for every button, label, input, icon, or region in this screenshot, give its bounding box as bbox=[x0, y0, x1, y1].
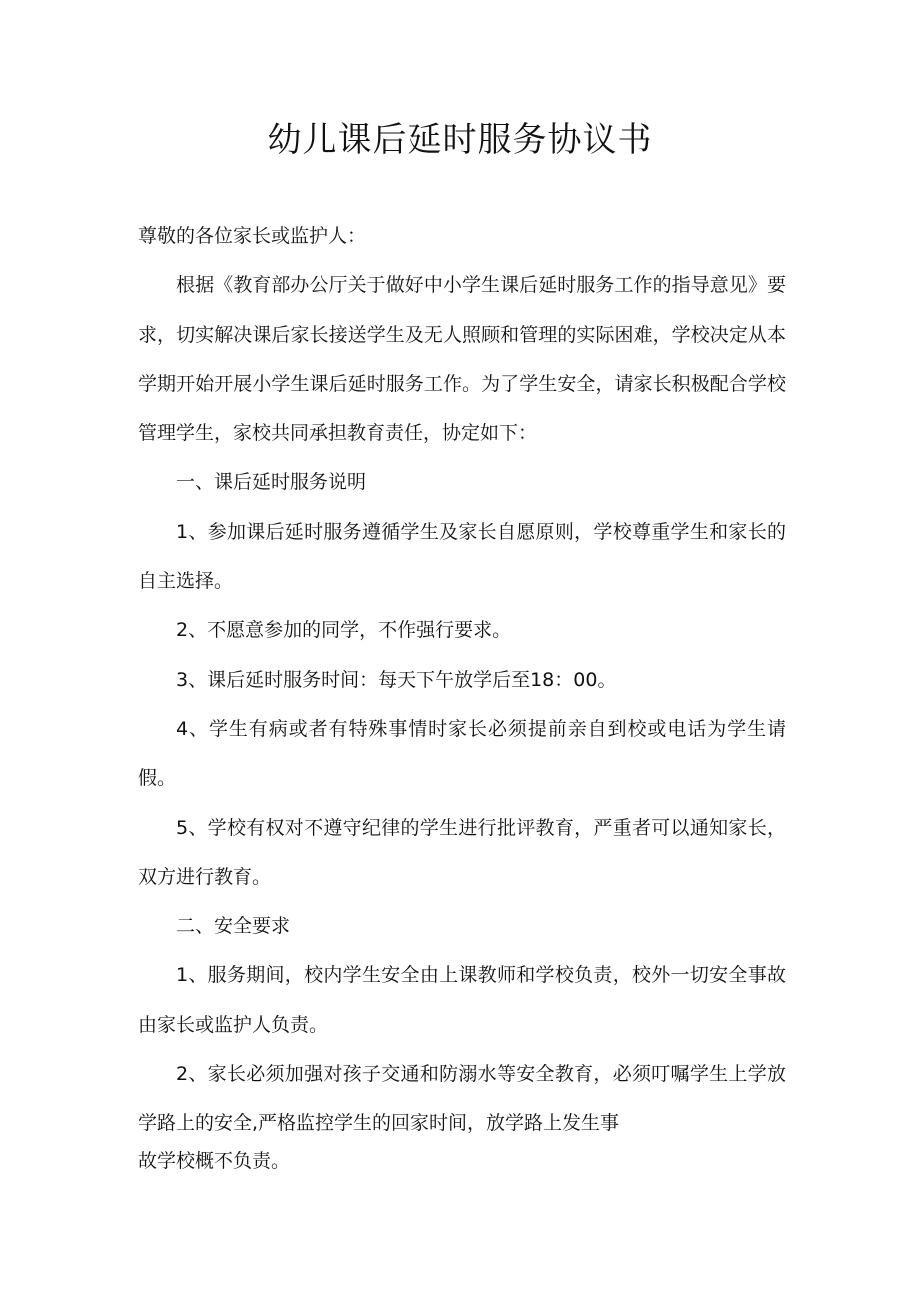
section-1-heading: 一、课后延时服务说明 bbox=[176, 471, 367, 494]
salutation: 尊敬的各位家长或监护人： bbox=[138, 225, 367, 247]
section-2-item-2-part-2: 故学校概不负责。 bbox=[138, 1149, 291, 1172]
section-2-item-2 bbox=[138, 1050, 786, 1149]
section-1-item-2: 2、不愿意参加的同学，不作强行要求。 bbox=[176, 619, 512, 642]
section-1-item-1: 1、参加课后延时服务遵循学生及家长自愿原则，学校尊重学生和家长的自主选择。 bbox=[138, 520, 786, 593]
section-2-item-2-part-1: 2、家长必须加强对孩子交通和防溺水等安全教育，必须叮嘱学生上学放学路上的安全,严格监控学生的回家时间，放学路上发生事 bbox=[138, 1063, 786, 1135]
section-2-item-1: 1、服务期间，校内学生安全由上课教师和学校负责，校外一切安全事故由家长或监护人负责。 bbox=[138, 964, 786, 1036]
section-2-heading: 二、安全要求 bbox=[176, 915, 291, 938]
section-1-item-3: 3、课后延时服务时间：每天下午放学后至18：00。 bbox=[176, 668, 617, 691]
intro-paragraph: 根据《教育部办公厅关于做好中小学生课后延时服务工作的指导意见》要求，切实解决课后家长接送学生及无人照顾和管理的实际困难，学校决定从本学期开始开展小学生课后延时服务工作。为了学生安全，请家长积极配合学校管理学生，家校共同承担教育责任，协定如下： bbox=[138, 274, 786, 445]
section-1-item-5: 5、学校有权对不遵守纪律的学生进行批评教育，严重者可以通知家长，双方进行教育。 bbox=[138, 816, 786, 888]
document-title: 幼儿课后延时服务协议书 bbox=[267, 120, 653, 160]
section-1-item-4: 4、学生有病或者有特殊事情时家长必须提前亲自到校或电话为学生请假。 bbox=[138, 717, 786, 790]
document-body bbox=[138, 212, 786, 1179]
